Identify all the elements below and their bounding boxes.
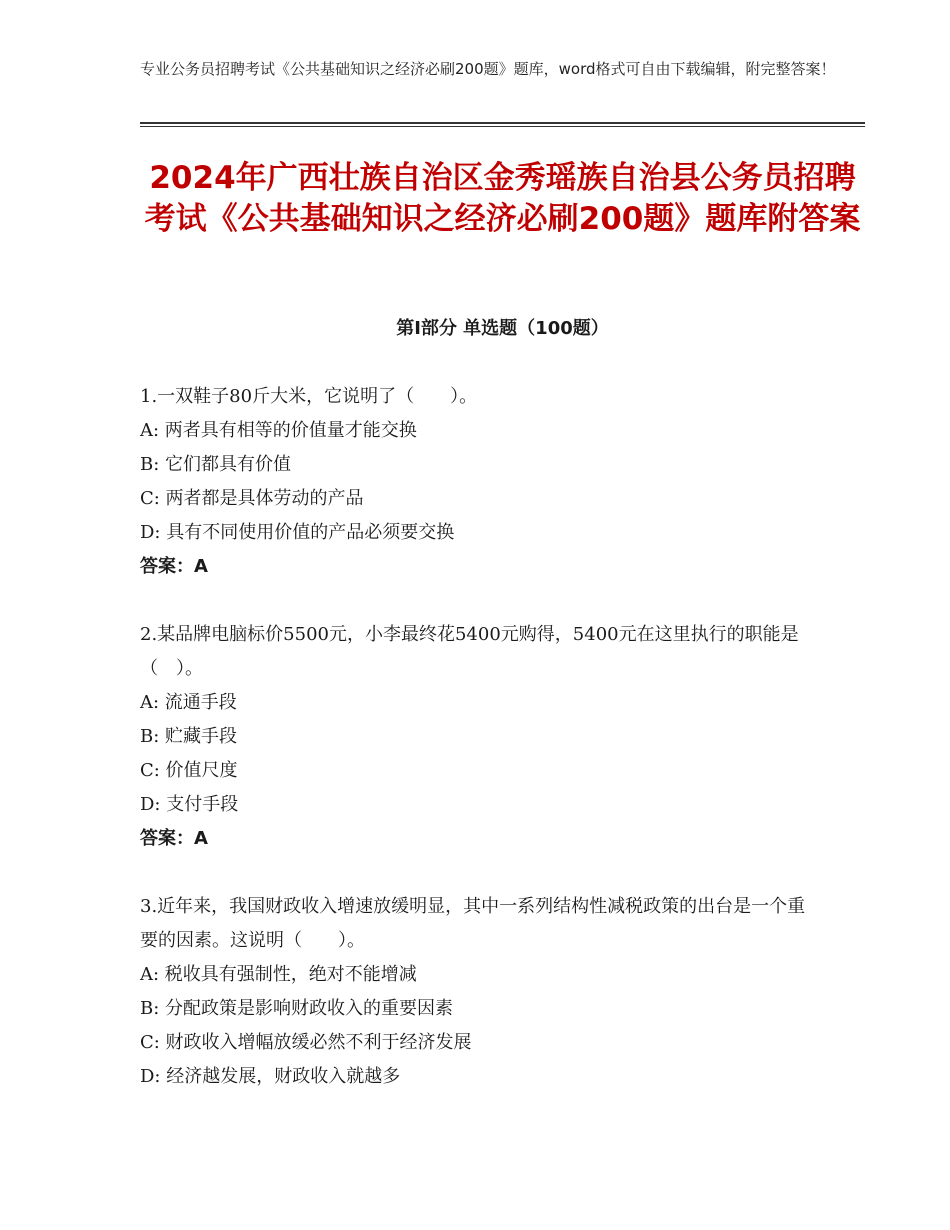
section-heading: 第Ⅰ部分 单选题（100题） <box>396 318 609 339</box>
option-c: C: 两者都是具体劳动的产品 <box>140 488 364 509</box>
header-divider <box>140 122 865 124</box>
answer: 答案：A <box>140 556 208 577</box>
option-c: C: 财政收入增幅放缓必然不利于经济发展 <box>140 1032 472 1053</box>
option-b: B: 分配政策是影响财政收入的重要因素 <box>140 998 454 1019</box>
option-b: B: 它们都具有价值 <box>140 454 292 475</box>
header-note: 专业公务员招聘考试《公共基础知识之经济必刷200题》题库，word格式可自由下载编辑，附完整答案！ <box>140 60 836 78</box>
document-title: 2024年广西壮族自治区金秀瑶族自治县公务员招聘考试《公共基础知识之经济必刷200题》题库附答案 <box>144 160 861 237</box>
question-2 <box>140 618 820 856</box>
question-1 <box>140 380 820 584</box>
option-b: B: 贮藏手段 <box>140 726 238 747</box>
question-3 <box>140 890 820 1094</box>
question-stem: 1.一双鞋子80斤大米，它说明了（ ）。 <box>140 386 478 407</box>
option-d: D: 具有不同使用价值的产品必须要交换 <box>140 522 455 543</box>
option-d: D: 支付手段 <box>140 794 239 815</box>
question-stem: 3.近年来，我国财政收入增速放缓明显，其中一系列结构性减税政策的出台是一个重要的因素。这说明（ ）。 <box>140 896 806 951</box>
question-stem: 2.某品牌电脑标价5500元，小李最终花5400元购得，5400元在这里执行的职能是（ ）。 <box>140 624 799 679</box>
option-a: A: 流通手段 <box>140 692 237 713</box>
header-divider-thin <box>140 126 865 127</box>
option-a: A: 税收具有强制性，绝对不能增减 <box>140 964 417 985</box>
option-c: C: 价值尺度 <box>140 760 238 781</box>
option-a: A: 两者具有相等的价值量才能交换 <box>140 420 417 441</box>
answer: 答案：A <box>140 828 208 849</box>
option-d: D: 经济越发展，财政收入就越多 <box>140 1066 401 1087</box>
